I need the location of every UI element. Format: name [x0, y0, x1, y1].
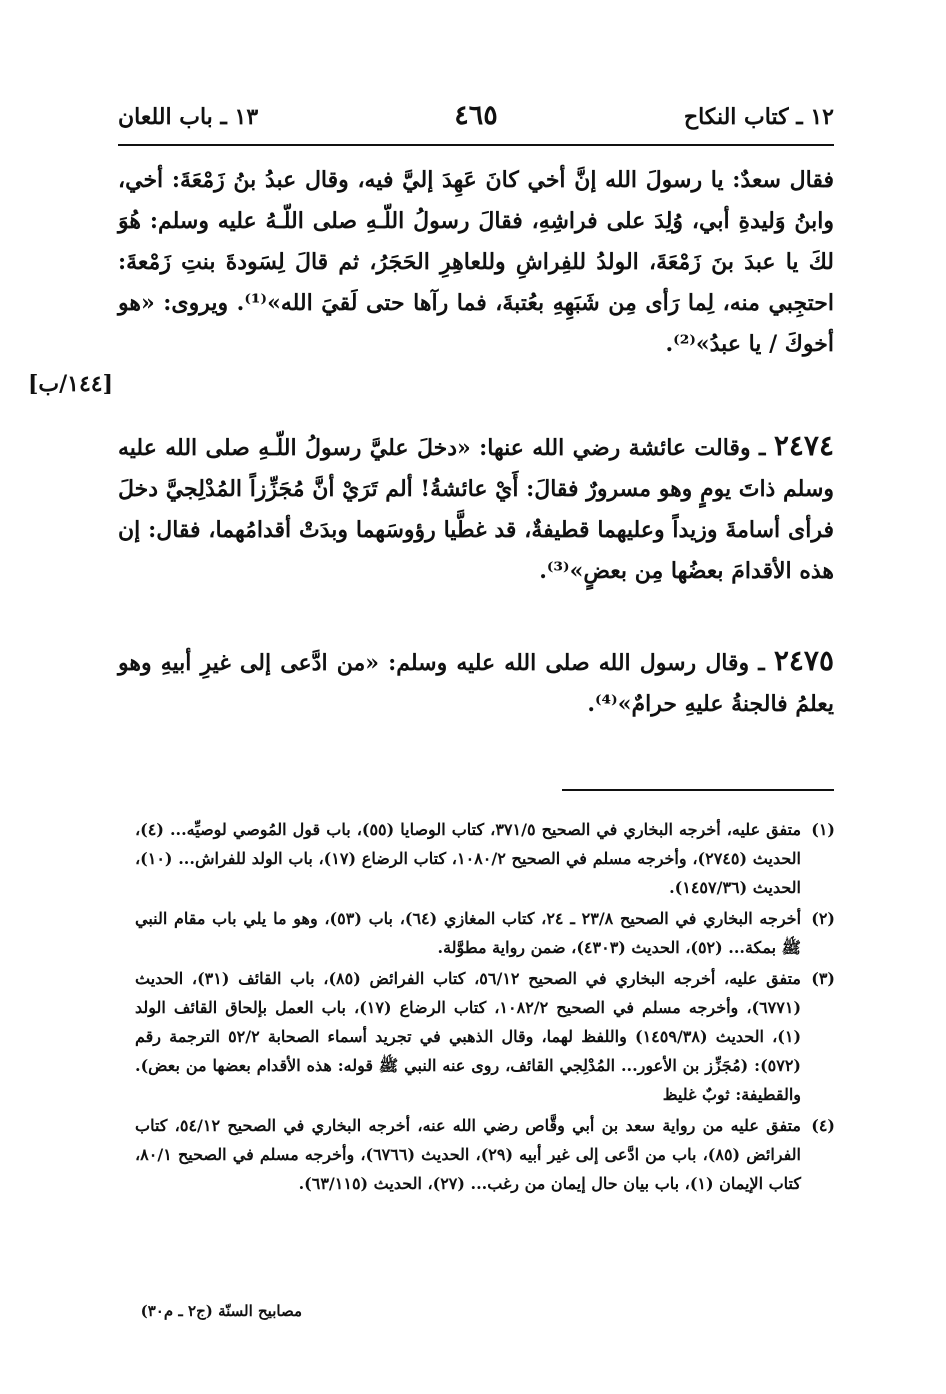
- footnote: [135, 1111, 835, 1198]
- hadith-text: ـ وقال رسول الله صلى الله عليه وسلم: «من ادَّعى إلى غيرِ أبيهِ وهو يعلمُ فالجنةُ عليهِ حرامٌ»⁽⁴⁾.: [118, 650, 834, 717]
- manuscript-folio-marker: [١٤٤/ب]: [28, 371, 114, 397]
- chapter-title: ١٢ ـ كتاب النكاح: [683, 104, 834, 130]
- page-number: ٤٦٥: [454, 100, 498, 131]
- hadith-2475: [118, 640, 834, 725]
- footnote-number: (٣): [811, 969, 835, 988]
- footnote-text: متفق عليه من رواية سعد بن أبي وقَّاص رضي الله عنه، أخرجه البخاري في الصحيح ٥٤/١٢، كتاب الفرائض (٨٥)، باب من ادَّعى إلى غير أبيه (٢٩)، الحديث (٦٧٦٦)، وأخرجه مسلم في الصحيح ٨٠/١، كتاب الإيمان (١)، باب بيان حال إيمان من رغب... (٢٧)، الحديث (٦٣/١١٥).: [135, 1116, 802, 1193]
- footnote: [135, 904, 835, 962]
- section-title: ١٣ ـ باب اللعان: [118, 104, 259, 130]
- footnotes: [135, 815, 835, 1200]
- hadith-continuation-paragraph: [118, 160, 834, 365]
- hadith-2474: [118, 425, 834, 592]
- header-rule: [118, 144, 834, 146]
- paragraph-text: فقال سعدٌ: يا رسولَ الله إنَّ أخي كانَ عَهِدَ إليَّ فيه، وقال عبدُ بنُ زَمْعَةَ: أخي، وابنُ وَليدةِ أبي، وُلِدَ على فراشِهِ، فقالَ رسولُ اللّـهِ صلى اللّـهُ عليه وسلم: هُوَ لكَ يا عبدَ بنَ زَمْعَةَ، الولدُ للفِراشِ وللعاهِرِ الحَجَرُ، ثم قالَ لِسَودةَ بنتِ زَمْعةَ: احتجِبي منه، لِما رَأى مِن شَبَهِهِ بعُتبةَ، فما رآها حتى لَقيَ الله»⁽¹⁾. ويروى: «هو أخوكَ / يا عبدُ»⁽²⁾.: [118, 167, 834, 357]
- hadith-text: ـ وقالت عائشة رضي الله عنها: «دخلَ عليَّ رسولُ اللّـهِ صلى الله عليه وسلم ذاتَ يومٍ وهو مسرورٌ فقالَ: أَيْ عائشةُ! ألم تَرَيْ أنَّ مُجَزِّزاً المُدْلِجيَّ دخلَ فرأى أسامةَ وزيداً وعليهما قطيفةٌ، قد غطَّيا رؤوسَهما وبدَتْ أقدامُهما، فقال: إن هذه الأقدامَ بعضُها مِن بعضٍ»⁽³⁾.: [118, 435, 834, 584]
- footnote-separator: [562, 789, 834, 791]
- hadith-number: ٢٤٧٤: [773, 429, 834, 462]
- hadith-number: ٢٤٧٥: [773, 644, 834, 677]
- footnote-text: أخرجه البخاري في الصحيح ٢٣/٨ ـ ٢٤، كتاب المغازي (٦٤)، باب (٥٣)، وهو ما يلي باب مقام النبي ﷺ بمكة... (٥٢)، الحديث (٤٣٠٣)، ضمن رواية مطوَّلة.: [135, 909, 802, 957]
- footnote-number: (٢): [811, 909, 835, 928]
- footnote-text: متفق عليه، أخرجه البخاري في الصحيح ٣٧١/٥، كتاب الوصايا (٥٥)، باب قول المُوصي لوصيِّه... (٤)، الحديث (٢٧٤٥)، وأخرجه مسلم في الصحيح ١٠٨٠/٢، كتاب الرضاع (١٧)، باب الولد للفراش... (١٠)، الحديث (١٤٥٧/٣٦).: [135, 820, 802, 897]
- footnote: [135, 964, 835, 1109]
- footnote-number: (١): [811, 820, 835, 839]
- signature-line: مصابيح السنّة (ج٢ ـ م٣٠): [140, 1302, 302, 1320]
- footnote-number: (٤): [811, 1116, 835, 1135]
- page-header: [118, 100, 834, 140]
- footnote-text: متفق عليه، أخرجه البخاري في الصحيح ٥٦/١٢، كتاب الفرائض (٨٥)، باب القائف (٣١)، الحديث (٦٧٧١)، وأخرجه مسلم في الصحيح ١٠٨٢/٢، كتاب الرضاع (١٧)، باب العمل بإلحاق القائف الولد (١)، الحديث (١٤٥٩/٣٨) واللفظ لهما، وقال الذهبي في تجريد أسماء الصحابة ٥٢/٢ الترجمة رقم (٥٧٢): (مُجَزِّز بن الأعور... المُدْلِجي القائف، روى عنه النبي ﷺ قوله: هذه الأقدام بعضها من بعض). والقطيفة: ثوبٌ غليظ: [135, 969, 802, 1104]
- footnote: [135, 815, 835, 902]
